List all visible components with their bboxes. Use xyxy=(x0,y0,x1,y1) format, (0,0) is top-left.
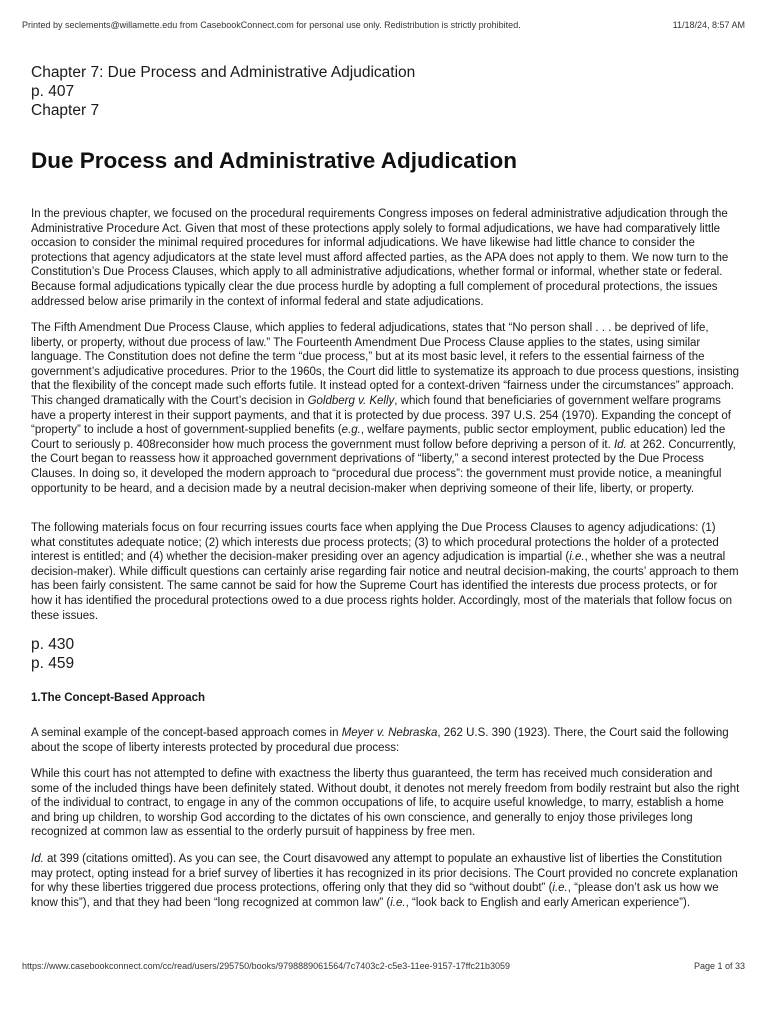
paragraph-text xyxy=(31,726,741,755)
abbreviation: i.e. xyxy=(552,882,568,895)
text-run: A seminal example of the concept-based approach comes in xyxy=(31,727,342,739)
source-url: https://www.casebookconnect.com/cc/read/users/295750/books/9798889061564/7c7403c2-c5e3-11ee-9157-17ffc21b3059 xyxy=(22,961,511,971)
abbreviation: i.e. xyxy=(569,551,585,564)
text-run: , “please don’t ask us how we know this”), and that they had been “long recognized at common law” ( xyxy=(31,882,719,909)
text-run: , which found that beneficiaries of government welfare programs have a property interest in their support payments, and that it is protected by due process. 397 U.S. 254 (1970). Expanding the concept of “property” to include a host of government-supplied benefits ( xyxy=(31,394,732,437)
paragraph-text: In the previous chapter, we focused on the procedural requirements Congress imposes on federal administrative adjudication through the Administrative Procedure Act. Given that most of these protections apply solely to formal adjudications, we have had comparatively little occasion to consider the minimal required procedures for informal adjudications. We have likewise had little chance to consider the protections that agency adjudicators at the state level must afford affected parties, as the APA does not apply to them. We now turn to the Constitution’s Due Process Clauses, which apply to all administrative adjudications, whether formal or informal, whether state or federal. Because formal adjudications typically clear the due process hurdle by adopting a full complement of procedural protections, the issues addressed below arise primarily in the context of informal federal and state adjudications. xyxy=(31,208,729,308)
print-notice: Printed by seclements@willamette.edu from CasebookConnect.com for personal use only. Redistribution is strictly prohibited. xyxy=(22,20,521,30)
intro-paragraph-2 xyxy=(31,321,741,496)
text-run: at 399 (citations omitted). As you can see, the Court disavowed any attempt to populate an exhaustive list of liberties the Constitution may protect, opting instead for a brief survey of liberties it has recognized in its prior decisions. The Court provided no concrete explanation for why these liberties triggered due process protections, offering only that they did so “without doubt” ( xyxy=(31,853,738,895)
abbreviation: e.g. xyxy=(341,424,361,437)
page-number-marker: p. 407 xyxy=(31,83,75,100)
text-run: , 262 U.S. 390 (1923). There, the Court said the following about the scope of liberty interests protected by procedural due process: xyxy=(31,727,729,754)
page-references xyxy=(31,635,74,673)
text-run: , welfare payments, public sector employment, public education) led the Court to seriously p. 408reconsider how much process the government must follow before depriving a person of it. xyxy=(31,424,726,451)
page-ref: p. 430 xyxy=(31,636,75,653)
paragraph-text xyxy=(31,321,741,496)
text-run: The Fifth Amendment Due Process Clause, which applies to federal adjudications, states that “No person shall . . . be deprived of life, liberty, or property, without due process of law.” The Fourteenth Amendment Due Process Clause applies to the states, using similar language. The Constitution does not define the term “due process,” but at its most basic level, it refers to the essential fairness of the government’s adjudicative procedures. Prior to the 1960s, the Court did little to systematize its approach to due process questions, insisting that the flexibility of the concept made such efforts futile. It instead opted for a context-driven “fairness under the circumstances” approach. This changed dramatically with the Court’s decision in xyxy=(31,322,740,407)
abbreviation: i.e. xyxy=(390,896,406,909)
print-timestamp: 11/18/24, 8:57 AM xyxy=(672,20,745,30)
text-run: at 262. Concurrently, the Court began to reassess how it approached government deprivations of “liberty,” a second interest protected by the Due Process Clauses. In doing so, it developed the modern approach to “procedural due process”: the government must provide notice, a meaningful opportunity to be heard, and a decision made by a neutral decision-maker when depriving someone of their life, liberty, or property. xyxy=(31,438,736,495)
text-run: The following materials focus on four recurring issues courts face when applying the Due Process Clauses to agency adjudications: (1) what constitutes adequate notice; (2) which interests due process protects; (3) to which procedural protections the holder of a protected interest is entitled; and (4) whether the decision-maker presiding over an agency adjudication is impartial ( xyxy=(31,522,719,564)
paragraph-text xyxy=(31,521,741,623)
chapter-label: Chapter 7 xyxy=(31,102,100,119)
citation-id: Id. xyxy=(613,438,627,451)
intro-paragraph-1 xyxy=(31,207,741,309)
chapter-heading: Chapter 7: Due Process and Administrative Adjudication xyxy=(31,64,416,81)
citation-id: Id. xyxy=(31,853,44,865)
print-header xyxy=(22,20,745,34)
chapter-meta xyxy=(31,63,415,120)
case-name: Meyer v. Nebraska xyxy=(341,727,438,739)
text-run: , whether she was a neutral decision-maker). While difficult questions can certainly arise regarding fair notice and neutral decision-making, the courts’ approach to them has been fairly consistent. The same cannot be said for how the Supreme Court has identified the interests due process protects, or for how it has identified the procedural protections owed to a due process rights holder. Accordingly, most of the materials that follow focus on these issues. xyxy=(31,551,739,622)
paragraph-text xyxy=(31,852,741,910)
case-name: Goldberg v. Kelly xyxy=(307,394,395,407)
text-run: , “look back to English and early American experience”). xyxy=(405,896,691,909)
body-paragraph-commentary xyxy=(31,852,741,910)
body-paragraph-meyer xyxy=(31,726,741,755)
page-title: Due Process and Administrative Adjudication xyxy=(31,148,517,173)
quote-text: While this court has not attempted to define with exactness the liberty thus guaranteed, the term has received much consideration and some of the included things have been definitely stated. Without doubt, it denotes not merely freedom from bodily restraint but also the right of the individual to contract, to engage in any of the common occupations of life, to acquire useful knowledge, to marry, establish a home and bring up children, to worship God according to the dictates of his own conscience, and generally to enjoy those privileges long recognized at common law as essential to the orderly pursuit of happiness by free men. xyxy=(31,768,740,839)
block-quote xyxy=(31,767,741,840)
print-footer xyxy=(22,961,745,975)
page-ref: p. 459 xyxy=(31,655,75,672)
section-heading: 1.The Concept-Based Approach xyxy=(31,692,206,704)
intro-paragraph-3 xyxy=(31,521,741,623)
page-count: Page 1 of 33 xyxy=(693,961,745,971)
